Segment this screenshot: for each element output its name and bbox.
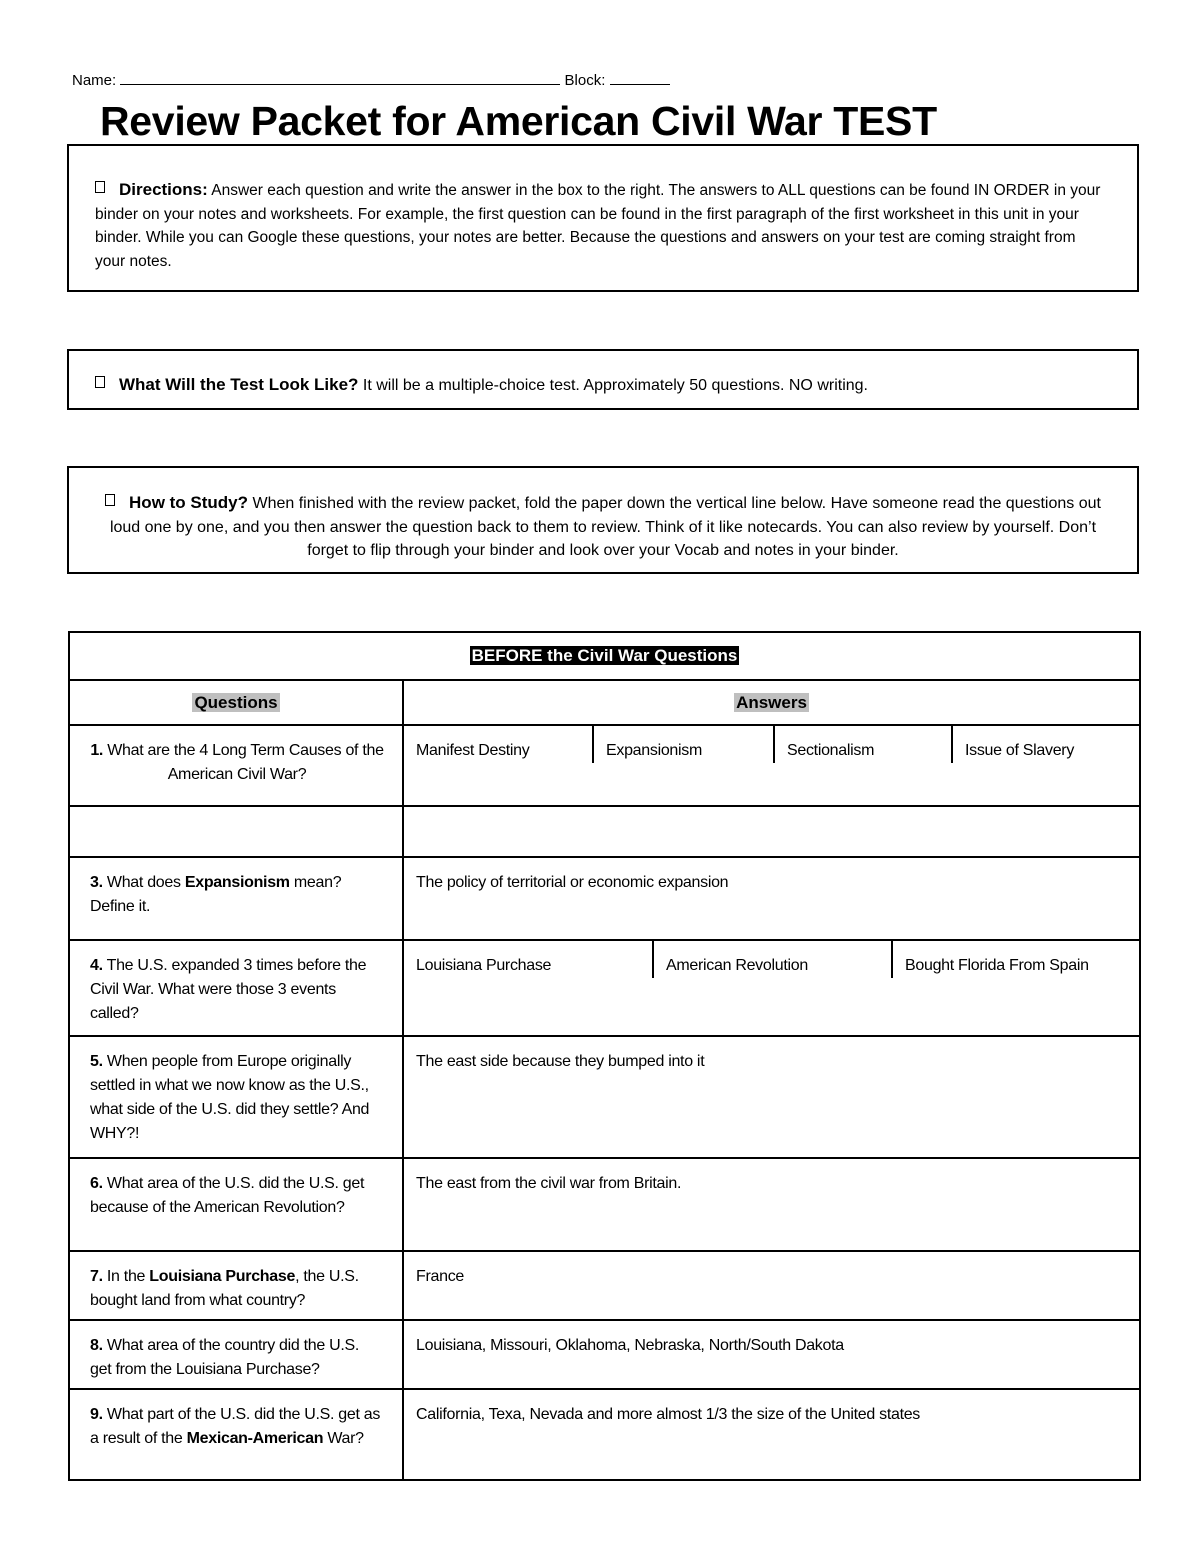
question-text: In the xyxy=(106,1268,150,1285)
how-to-study-label: How to Study? xyxy=(129,493,249,512)
question-text: What are the 4 Long Term Causes of the American Civil War? xyxy=(107,742,384,783)
directions-text: Answer each question and write the answer in the box to the right. The answers to ALL questions can be found IN ORDER in your binder on your notes and worksheets. For example, the first question can be found in the first paragraph of the first worksheet in this unit in your binder. While you can Google these questions, your notes are better. Because the questions and answers on your test are coming straight from your notes. xyxy=(95,182,1101,270)
answer-subtable xyxy=(404,941,1139,978)
answer-cell[interactable]: California, Texa, Nevada and more almost 1/3 the size of the United states xyxy=(403,1389,1140,1480)
name-label: Name: xyxy=(72,72,117,89)
test-look-box xyxy=(67,349,1139,410)
table-header-row xyxy=(69,680,1140,725)
block-label: Block: xyxy=(564,72,606,89)
question-cell xyxy=(69,940,403,1036)
question-number: 9. xyxy=(90,1406,103,1423)
answer-text[interactable]: Issue of Slavery xyxy=(952,726,1139,763)
answer-subtable xyxy=(404,726,1139,763)
checkbox-icon xyxy=(105,494,115,506)
answer-cell[interactable] xyxy=(403,940,1140,1036)
question-cell xyxy=(69,725,403,806)
question-text: What area of the country did the U.S. get from the Louisiana Purchase? xyxy=(90,1337,360,1378)
answer-text[interactable]: Expansionism xyxy=(593,726,774,763)
question-text: What part of the U.S. did the U.S. get as a result of the xyxy=(90,1406,381,1447)
answer-cell[interactable]: France xyxy=(403,1251,1140,1320)
question-number: 4. xyxy=(90,957,103,974)
question-text: , the U.S. bought land from what country? xyxy=(90,1268,359,1309)
answer-cell[interactable]: The east side because they bumped into it xyxy=(403,1036,1140,1158)
table-row xyxy=(69,1158,1140,1251)
answer-text[interactable]: Louisiana Purchase xyxy=(416,957,552,974)
question-number: 3. xyxy=(90,874,103,891)
questions-header: Questions xyxy=(194,692,278,712)
how-to-study-box xyxy=(67,466,1139,574)
table-title-row xyxy=(69,632,1140,680)
question-keyword: Expansionism xyxy=(184,874,290,891)
table-row xyxy=(69,1389,1140,1480)
question-text: When people from Europe originally settled in what we now know as the U.S., what side of the U.S. did they settle? And WHY?! xyxy=(90,1053,370,1142)
table-row xyxy=(69,1320,1140,1389)
question-cell xyxy=(69,1389,403,1480)
answer-text[interactable]: Bought Florida From Spain xyxy=(892,941,1139,978)
question-text: War? xyxy=(323,1430,364,1447)
name-blank[interactable] xyxy=(120,72,560,85)
question-keyword: Louisiana Purchase xyxy=(149,1268,296,1285)
table-row xyxy=(69,940,1140,1036)
question-cell xyxy=(69,1251,403,1320)
table-row xyxy=(69,725,1140,806)
table-title: BEFORE the Civil War Questions xyxy=(471,646,738,665)
table-row xyxy=(69,1036,1140,1158)
question-number: 8. xyxy=(90,1337,103,1354)
checkbox-icon xyxy=(95,376,105,388)
block-blank[interactable] xyxy=(610,72,670,85)
question-cell xyxy=(69,1158,403,1251)
question-text: What area of the U.S. did the U.S. get because of the American Revolution? xyxy=(90,1175,365,1216)
answer-cell[interactable]: The policy of territorial or economic expansion xyxy=(403,857,1140,940)
directions-box xyxy=(67,144,1139,292)
answer-cell[interactable]: Louisiana, Missouri, Oklahoma, Nebraska, North/South Dakota xyxy=(403,1320,1140,1389)
table-row xyxy=(69,1251,1140,1320)
question-number: 7. xyxy=(90,1268,103,1285)
answer-cell[interactable] xyxy=(403,806,1140,857)
question-cell xyxy=(69,806,403,857)
directions-label: Directions: xyxy=(119,180,208,199)
question-cell xyxy=(69,857,403,940)
question-number: 1. xyxy=(90,742,104,759)
page-title: Review Packet for American Civil War TEST xyxy=(100,98,937,144)
table-row xyxy=(69,806,1140,857)
question-keyword: Mexican-American xyxy=(186,1430,324,1447)
qa-table xyxy=(68,631,1141,1481)
how-to-study-text: When finished with the review packet, fold the paper down the vertical line below. Have someone read the questions out loud one by one, and you then answer the question back to them to review. Think of it like notecards. You can also review by yourself. Don’t forget to flip through your binder and look over your Vocab and notes in your binder. xyxy=(109,495,1101,559)
answer-cell[interactable] xyxy=(403,725,1140,806)
answer-text[interactable]: Sectionalism xyxy=(774,726,952,763)
name-block-line xyxy=(72,72,670,89)
table-row xyxy=(69,857,1140,940)
question-cell xyxy=(69,1320,403,1389)
question-number: 6. xyxy=(90,1175,103,1192)
answer-text[interactable]: American Revolution xyxy=(653,941,892,978)
question-number: 5. xyxy=(90,1053,103,1070)
question-text: What does xyxy=(106,874,185,891)
answer-cell[interactable]: The east from the civil war from Britain. xyxy=(403,1158,1140,1251)
question-text: mean? Define it. xyxy=(90,874,342,915)
test-look-text: It will be a multiple-choice test. Approximately 50 questions. NO writing. xyxy=(362,377,868,394)
checkbox-icon xyxy=(95,181,105,193)
test-look-label: What Will the Test Look Like? xyxy=(119,375,359,394)
question-text: The U.S. expanded 3 times before the Civil War. What were those 3 events called? xyxy=(90,957,367,1022)
answers-header: Answers xyxy=(736,692,807,712)
question-cell xyxy=(69,1036,403,1158)
answer-text[interactable]: Manifest Destiny xyxy=(416,742,530,759)
